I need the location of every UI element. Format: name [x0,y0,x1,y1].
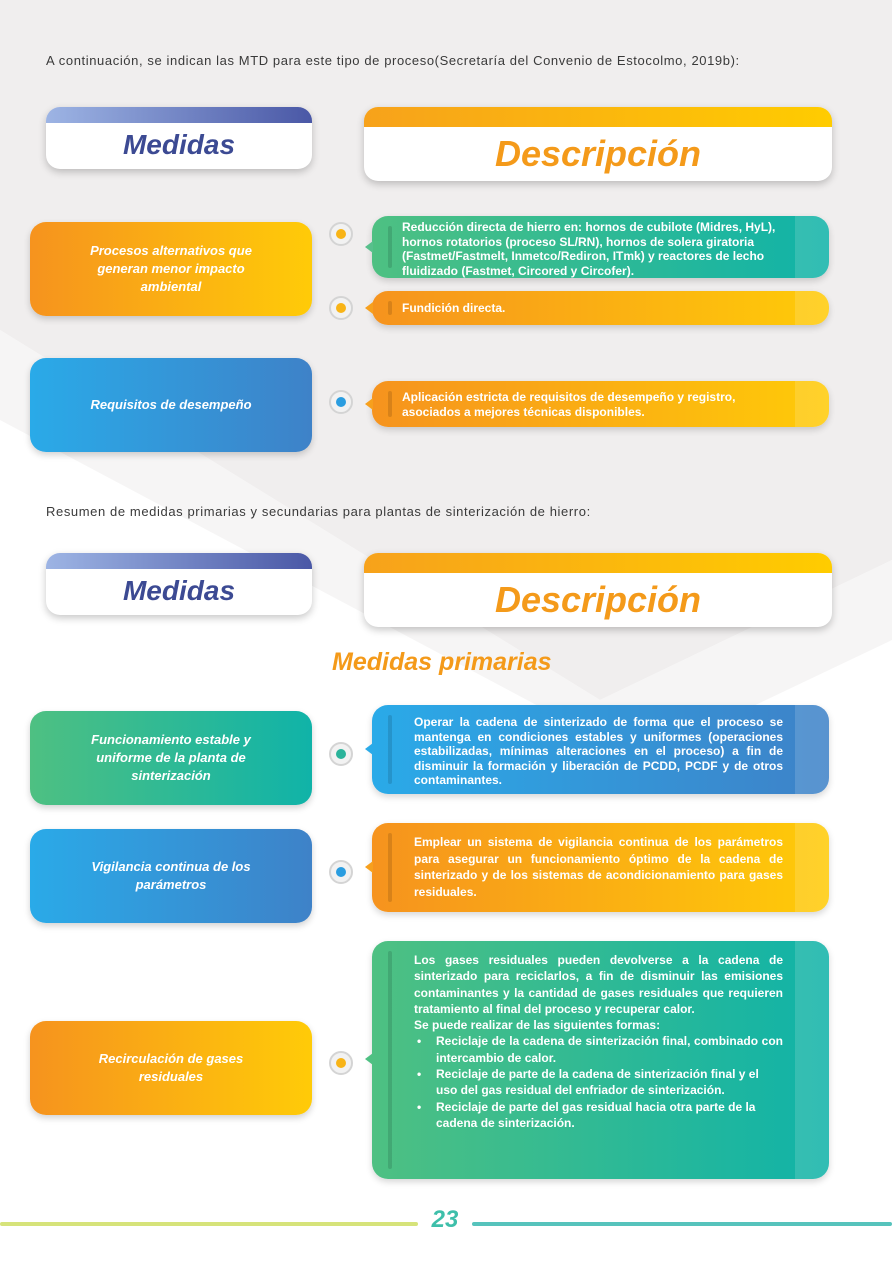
medidas-header [46,553,312,615]
intro-text-2: Resumen de medidas primarias y secundarias para plantas de sinterización de hierro: [46,504,591,519]
description-box [372,381,829,427]
medidas-primarias-title: Medidas primarias [332,648,552,676]
measure-procesos-alternativos [30,222,312,316]
measure-label: Funcionamiento estable y uniforme de la planta de sinterización [91,732,251,783]
measure-label: Recirculación de gases residuales [98,1051,244,1084]
description-text: Los gases residuales pueden devolverse a la cadena de sinterizado para reciclarlos, a fin de disminuir las emisiones contaminantes y la cantidad de gases residuales que requieren tratamiento al final del proceso y recuperar calor. [414,953,783,1016]
measure-funcionamiento-estable [30,711,312,805]
measure-requisitos-desempeno [30,358,312,452]
description-text: Reducción directa de hierro en: hornos de cubilote (Midres, HyL), hornos rotatorios (proceso SL/RN), hornos de solera giratoria (Fastmet/Fastmelt, Inmetco/Rediron, ITmk) y reactores de lecho fluidizado (Fastmet, Circored y Circofer). [402,220,776,278]
description-bullets [414,1033,783,1131]
description-content [414,952,783,1131]
connector-dot [329,296,353,320]
footer-line-left [0,1222,418,1226]
page-number: 23 [431,1206,459,1233]
description-box [372,941,829,1179]
connector-dot [329,860,353,884]
descripcion-header-title: Descripción [494,133,702,174]
description-box [372,291,829,325]
measure-label: Vigilancia continua de los parámetros [91,859,251,892]
measure-vigilancia-continua [30,829,312,923]
medidas-header-title: Medidas [122,129,236,160]
connector-dot [329,390,353,414]
description-text: Fundición directa. [402,301,506,315]
connector-dot [329,742,353,766]
measure-recirculacion-gases [30,1021,312,1115]
measure-label: Procesos alternativos que generan menor impacto ambiental [90,243,252,294]
header-bar [364,553,832,573]
intro-text-1: A continuación, se indican las MTD para este tipo de proceso(Secretaría del Convenio de Estocolmo, 2019b): [46,53,740,68]
description-text: Emplear un sistema de vigilancia continua de los parámetros para asegurar un funcionamiento óptimo de la cadena de sinterizado y de los sistemas de acondicionamiento para gases residuales. [414,835,783,899]
footer-line-right [472,1222,892,1226]
descripcion-header [364,107,832,181]
bullet-item: • Reciclaje de parte de la cadena de sinterización final y el uso del gas residual del enfriador de sinterización. [414,1066,783,1099]
bullet-item: • Reciclaje de la cadena de sinterización final, combinado con intercambio de calor. [414,1033,783,1066]
description-box [372,705,829,794]
description-box [372,823,829,912]
descripcion-header [364,553,832,627]
measure-label: Requisitos de desempeño [90,397,252,412]
description-text: Aplicación estricta de requisitos de desempeño y registro, asociados a mejores técnicas disponibles. [402,390,736,419]
description-box [372,216,829,278]
medidas-header [46,107,312,169]
description-intro: Se puede realizar de las siguientes formas: [414,1018,661,1033]
medidas-header-title: Medidas [122,575,236,606]
description-text: Operar la cadena de sinterizado de forma que el proceso se mantenga en condiciones estables y uniformes (operaciones estabilizadas, mínimas alteraciones en el proceso) a fin de disminuir la formación y liberación de PCDD, PCDF y de otros contaminantes. [414,715,783,787]
descripcion-header-title: Descripción [494,579,702,620]
connector-dot [329,1051,353,1075]
connector-dot [329,222,353,246]
header-bar [46,107,312,123]
header-bar [46,553,312,569]
bullet-item: • Reciclaje de parte del gas residual hacia otra parte de la cadena de sinterización. [414,1099,783,1132]
header-bar [364,107,832,127]
